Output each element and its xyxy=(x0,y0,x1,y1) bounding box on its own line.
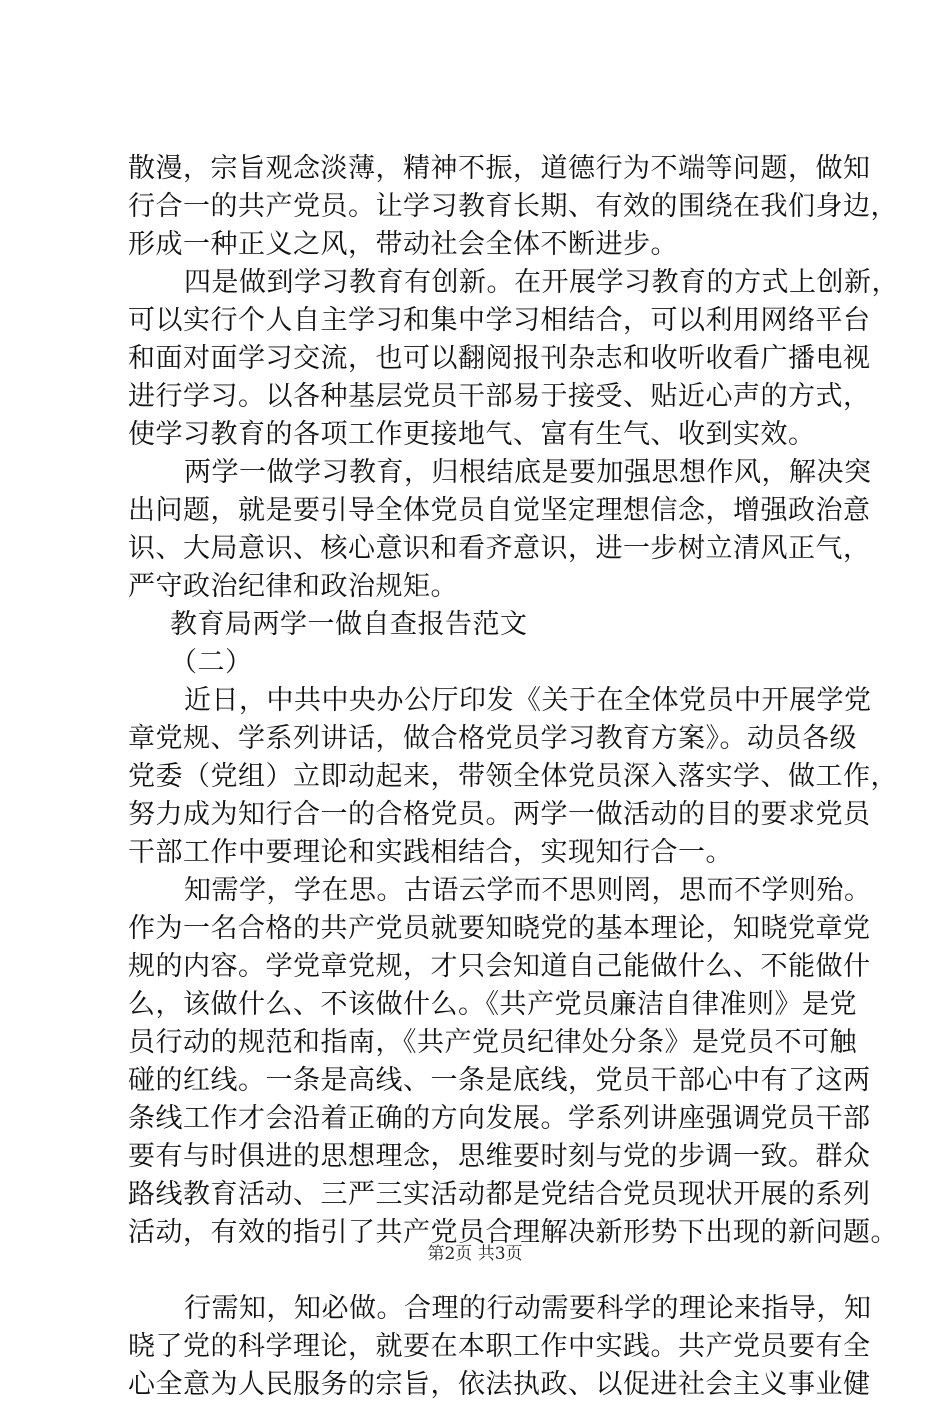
document-body xyxy=(128,150,899,1404)
text-line: 和面对面学习交流，也可以翻阅报刊杂志和收听收看广播电视 xyxy=(128,343,871,374)
text-line: 知需学，学在思。古语云学而不思则罔，思而不学则殆。 xyxy=(184,875,872,906)
text-line: 么，该做什么、不该做什么。《共产党员廉洁自律准则》是党 xyxy=(128,989,857,1020)
text-line: 行合一的共产党员。让学习教育长期、有效的围绕在我们身边， xyxy=(128,191,898,222)
text-line: 规的内容。学党章党规，才只会知道自己能做什么、不能做什 xyxy=(128,951,871,982)
section-title: 教育局两学一做自查报告范文 xyxy=(170,609,528,640)
text-line: 员行动的规范和指南，《共产党员纪律处分条》是党员不可触 xyxy=(128,1027,857,1058)
text-line: 条线工作才会沿着正确的方向发展。学系列讲座强调党员干部 xyxy=(128,1103,871,1134)
text-line: 碰的红线。一条是高线、一条是底线，党员干部心中有了这两 xyxy=(128,1065,871,1096)
text-line: 两学一做学习教育，归根结底是要加强思想作风，解决突 xyxy=(184,457,872,488)
text-line: 章党规、学系列讲话，做合格党员学习教育方案》。动员各级 xyxy=(128,723,857,754)
text-line: 干部工作中要理论和实践相结合，实现知行合一。 xyxy=(128,837,733,868)
text-line: 形成一种正义之风，带动社会全体不断进步。 xyxy=(128,229,678,260)
text-line: 心全意为人民服务的宗旨，依法执政、以促进社会主义事业健 xyxy=(128,1369,871,1400)
text-line: 四是做到学习教育有创新。在开展学习教育的方式上创新， xyxy=(184,267,899,298)
text-line: 近日，中共中央办公厅印发《关于在全体党员中开展学党 xyxy=(184,685,872,716)
text-line: 晓了党的科学理论，就要在本职工作中实践。共产党员要有全 xyxy=(128,1331,871,1362)
text-line: 路线教育活动、三严三实活动都是党结合党员现状开展的系列 xyxy=(128,1179,871,1210)
text-line: 活动，有效的指引了共产党员合理解决新形势下出现的新问题。 xyxy=(128,1217,898,1248)
text-line: 进行学习。以各种基层党员干部易于接受、贴近心声的方式， xyxy=(128,381,871,412)
text-line: 作为一名合格的共产党员就要知晓党的基本理论，知晓党章党 xyxy=(128,913,871,944)
text-line: 使学习教育的各项工作更接地气、富有生气、收到实效。 xyxy=(128,419,816,450)
text-line: 可以实行个人自主学习和集中学习相结合，可以利用网络平台 xyxy=(128,305,871,336)
text-line: 要有与时俱进的思想理念，思维要时刻与党的步调一致。群众 xyxy=(128,1141,871,1172)
text-line: 散漫，宗旨观念淡薄，精神不振，道德行为不端等问题，做知 xyxy=(128,153,871,184)
text-line: 行需知，知必做。合理的行动需要科学的理论来指导，知 xyxy=(184,1293,872,1324)
text-line: 出问题，就是要引导全体党员自觉坚定理想信念，增强政治意 xyxy=(128,495,871,526)
text-line: 努力成为知行合一的合格党员。两学一做活动的目的要求党员 xyxy=(128,799,871,830)
section-number: （二） xyxy=(170,647,253,678)
page-footer: 第2页 共3页 xyxy=(427,1244,523,1264)
text-line: 严守政治纪律和政治规矩。 xyxy=(128,571,458,602)
text-line: 识、大局意识、核心意识和看齐意识，进一步树立清风正气， xyxy=(128,533,871,564)
text-line: 党委（党组）立即动起来，带领全体党员深入落实学、做工作， xyxy=(128,761,898,792)
